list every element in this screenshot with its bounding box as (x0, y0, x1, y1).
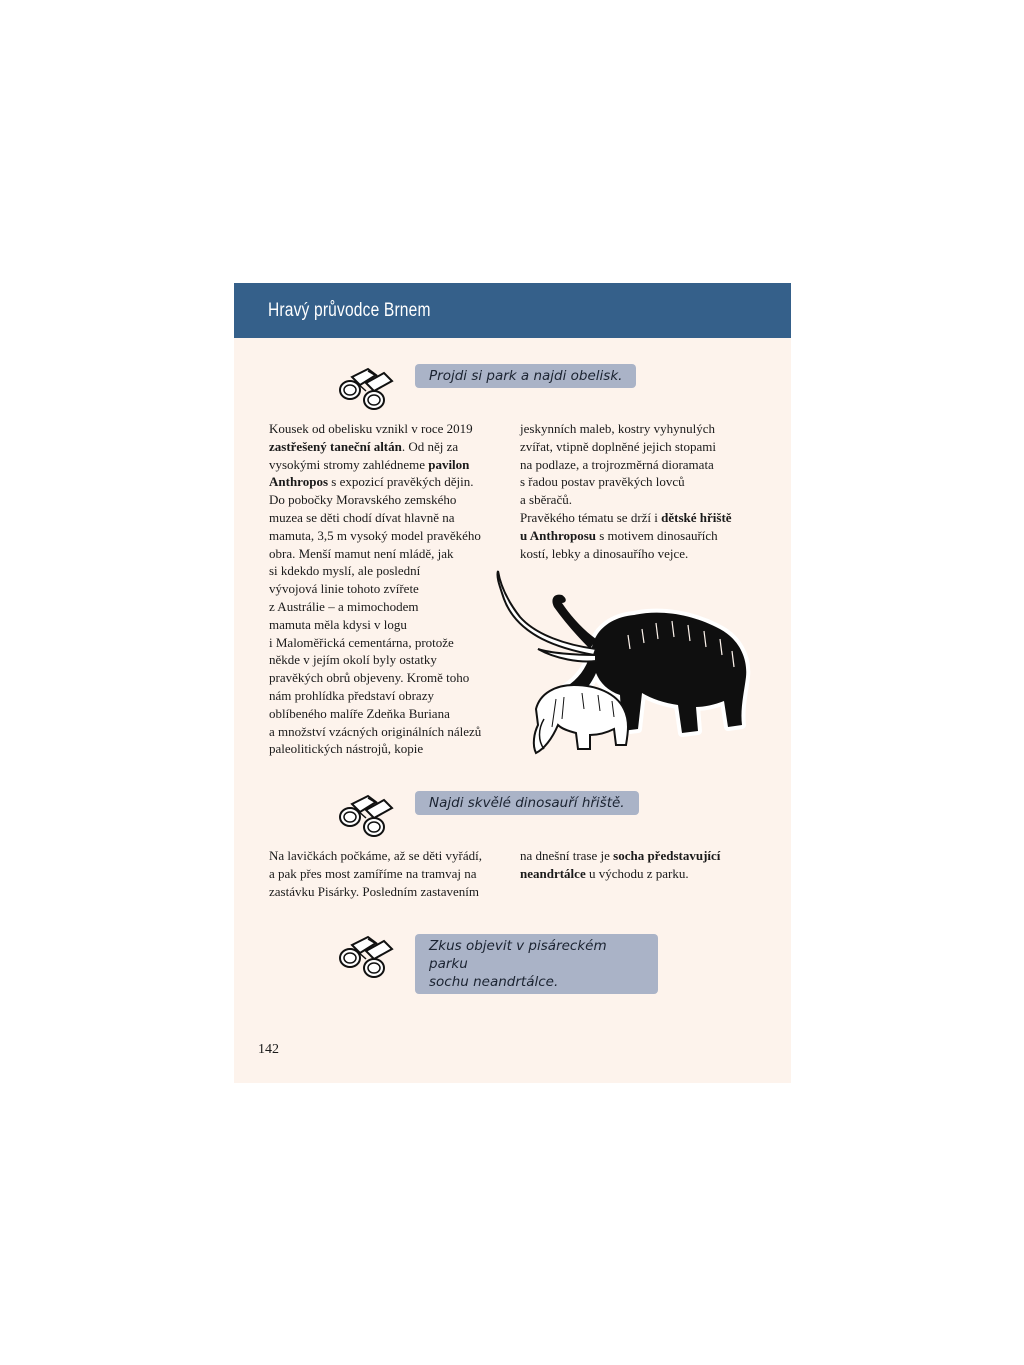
text-line: Pravěkého tématu se drží i dětské hřiště (520, 509, 732, 525)
binoculars-icon (338, 931, 396, 981)
text-line: vysokými stromy zahlédneme pavilon (269, 456, 470, 472)
text-line: s řadou postav pravěkých lovců (520, 474, 685, 490)
text-line: mamuta, 3,5 m vysoký model pravěkého (269, 527, 481, 543)
text-line: jeskynních maleb, kostry vyhynulých (520, 421, 715, 436)
text-line: muzea se děti chodí dívat hlavně na (269, 509, 455, 525)
text-line: si kdekdo myslí, ale poslední (269, 563, 421, 579)
text-line: kostí, lebky a dinosauřího vejce. (520, 545, 689, 561)
task-box-2 (338, 790, 658, 840)
text-line: obra. Menší mamut není mládě, jak (269, 545, 454, 561)
mammoth-illustration (492, 569, 754, 765)
task-text-3: Zkus objevit v pisáreckém parku sochu neandrtálce. (415, 934, 658, 994)
task-text-1: Projdi si park a najdi obelisk. (415, 364, 636, 388)
page-number: 142 (258, 1042, 279, 1057)
text-line: neandrtálce u východu z parku. (520, 865, 689, 881)
text-line: zastávku Pisárky. Posledním zastavením (269, 883, 480, 899)
text-line: i Maloměřická cementárna, protože (269, 634, 454, 650)
text-line: paleolitických nástrojů, kopie (269, 741, 424, 757)
text-line: Kousek od obelisku vznikl v roce 2019 (269, 421, 473, 436)
text-line: z Austrálie – a mimochodem (269, 598, 419, 614)
text-line: a sběračů. (520, 492, 572, 508)
task-text-2: Najdi skvělé dinosauří hřiště. (415, 791, 639, 815)
page-header (234, 283, 791, 338)
book-page (234, 283, 791, 1083)
section2-left-column (269, 847, 514, 900)
text-line: na dnešní trase je socha představující (520, 848, 721, 863)
task-box-3 (338, 931, 658, 990)
binoculars-icon (338, 790, 396, 840)
text-line: Anthropos s expozicí pravěkých dějin. (269, 474, 474, 490)
text-line: a množství vzácných originálních nálezů (269, 723, 482, 739)
task-box-1 (338, 363, 658, 413)
text-line: vývojová linie tohoto zvířete (269, 581, 419, 597)
text-line: Do pobočky Moravského zemského (269, 492, 457, 508)
text-line: na podlaze, a trojrozměrná dioramata (520, 456, 714, 472)
header-title: Hravý průvodce Brnem (268, 300, 431, 321)
binoculars-icon (338, 363, 396, 413)
text-line: někde v jejím okolí byly ostatky (269, 652, 437, 668)
text-line: oblíbeného malíře Zdeňka Buriana (269, 705, 450, 721)
text-line: pravěkých obrů objeveny. Kromě toho (269, 670, 470, 686)
section2-right-column (520, 847, 770, 883)
section1-left-column (269, 420, 514, 758)
text-line: mamuta měla kdysi v logu (269, 616, 407, 632)
text-line: Na lavičkách počkáme, až se děti vyřádí, (269, 848, 482, 863)
text-line: zastřešený taneční altán. Od něj za (269, 438, 459, 454)
text-line: zvířat, vtipně doplněné jejich stopami (520, 438, 717, 454)
text-line: a pak přes most zamíříme na tramvaj na (269, 865, 477, 881)
text-line: nám prohlídka představí obrazy (269, 687, 434, 703)
section1-right-column (520, 420, 770, 562)
text-line: u Anthroposu s motivem dinosauřích (520, 527, 718, 543)
